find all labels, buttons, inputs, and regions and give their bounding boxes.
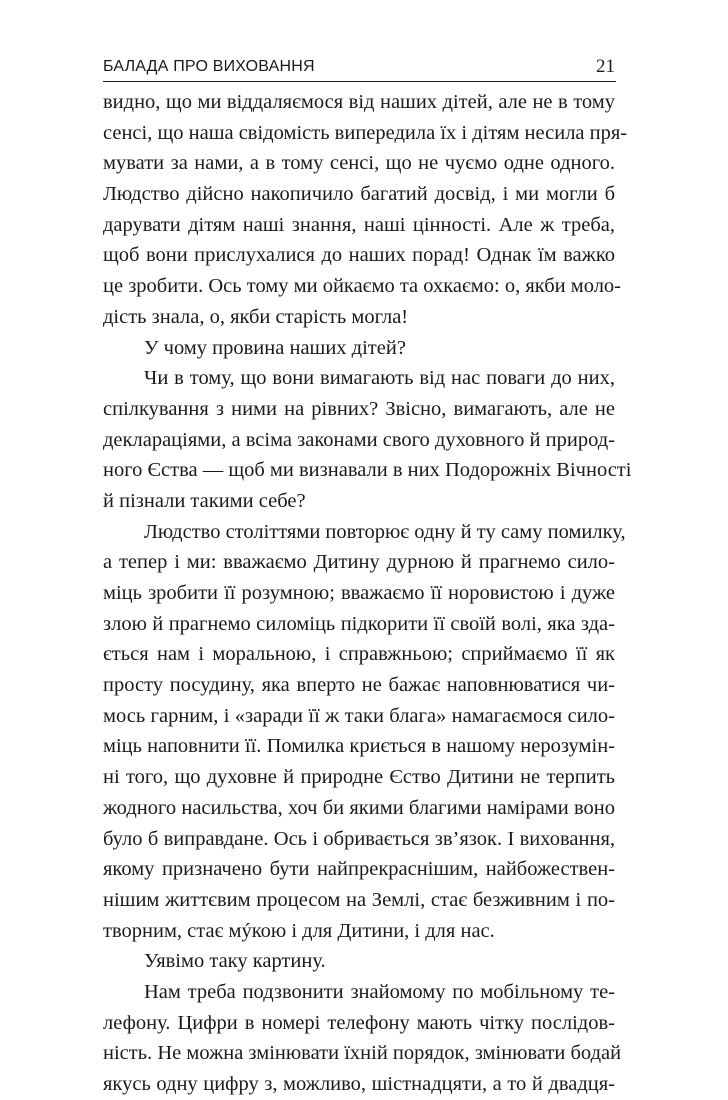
text-line: щоб вони прислухалися до наших порад! Однак їм важко: [103, 244, 615, 267]
page-header: [103, 56, 615, 84]
text-line: й пізнали такими себе?: [103, 489, 306, 512]
text-line: дарувати дітям наші знання, наші цінності. Але ж треба,: [103, 213, 615, 236]
text-line: Людство століттями повторює одну й ту саму помилку,: [144, 520, 626, 543]
text-line: злою й прагнемо силоміць підкорити її своїй волі, яка зда-: [103, 612, 615, 635]
text-line: це зробити. Ось тому ми ойкаємо та охкаємо: о, якби моло-: [103, 275, 622, 298]
text-line: ність. Не можна змінювати їхній порядок, змінювати бодай: [103, 1042, 622, 1065]
text-line: мось гарним, і «заради її ж таки блага» намагаємося сило-: [103, 704, 615, 727]
text-line: ється нам і моральною, і справжньою; сприймаємо її як: [103, 643, 615, 666]
text-line: Людство дійсно накопичило багатий досвід, і ми могли б: [103, 183, 615, 206]
text-line: міць наповнити її. Помилка криється в нашому нерозумін-: [103, 735, 615, 758]
text-line: було б виправдане. Ось і обривається зв’язок. І виховання,: [103, 827, 615, 850]
text-line: жодного насильства, хоч би якими благими намірами воно: [103, 796, 615, 819]
text-line: спілкування з ними на рівних? Звісно, вимагають, але не: [103, 397, 615, 420]
text-line: якому призначено бути найпрекраснішим, найбожествен-: [103, 858, 615, 881]
text-line: деклараціями, а всіма законами свого духовного й природ-: [103, 428, 615, 451]
text-line: Чи в тому, що вони вимагають від нас поваги до них,: [144, 367, 615, 390]
body-text: [103, 87, 632, 1100]
text-line: нішим життєвим процесом на Землі, стає безживним і по-: [103, 888, 615, 911]
text-line: Нам треба подзвонити знайомому по мобільному те-: [144, 980, 615, 1003]
text-line: сенсі, що наша свідомість випередила їх і дітям несила пря-: [103, 121, 628, 144]
text-line: видно, що ми віддаляємося від наших дітей, але не в тому: [103, 91, 615, 113]
text-line: просту посудину, яка вперто не бажає наповнюватися чи-: [103, 674, 615, 697]
text-line: дість знала, о, якби старість могла!: [103, 305, 409, 328]
text-line: У чому провина наших дітей?: [144, 336, 406, 359]
text-line: Уявімо таку картину.: [144, 950, 326, 973]
text-line: а тепер і ми: вважаємо Дитину дурною й прагнемо сило-: [103, 551, 615, 574]
text-line: мувати за нами, а в тому сенсі, що не чуємо одне одного.: [103, 152, 615, 175]
page-number: 21: [596, 56, 615, 77]
running-title: БАЛАДА ПРО ВИХОВАННЯ: [103, 58, 315, 75]
text-line: ного Єства — щоб ми визнавали в них Подорожніх Вічності: [103, 459, 632, 482]
text-line: ні того, що духовне й природне Єство Дитини не терпить: [103, 766, 615, 789]
text-line: міць зробити її розумною; вважаємо її норовистою і дуже: [103, 582, 615, 604]
text-line: творним, стає мýкою і для Дитини, і для нас.: [103, 919, 495, 942]
text-line: якусь одну цифру з, можливо, шістнадцяти, а то й двадця-: [103, 1073, 615, 1095]
text-line: лефону. Цифри в номері телефону мають чітку послідов-: [103, 1011, 615, 1034]
header-rule: [103, 81, 616, 82]
